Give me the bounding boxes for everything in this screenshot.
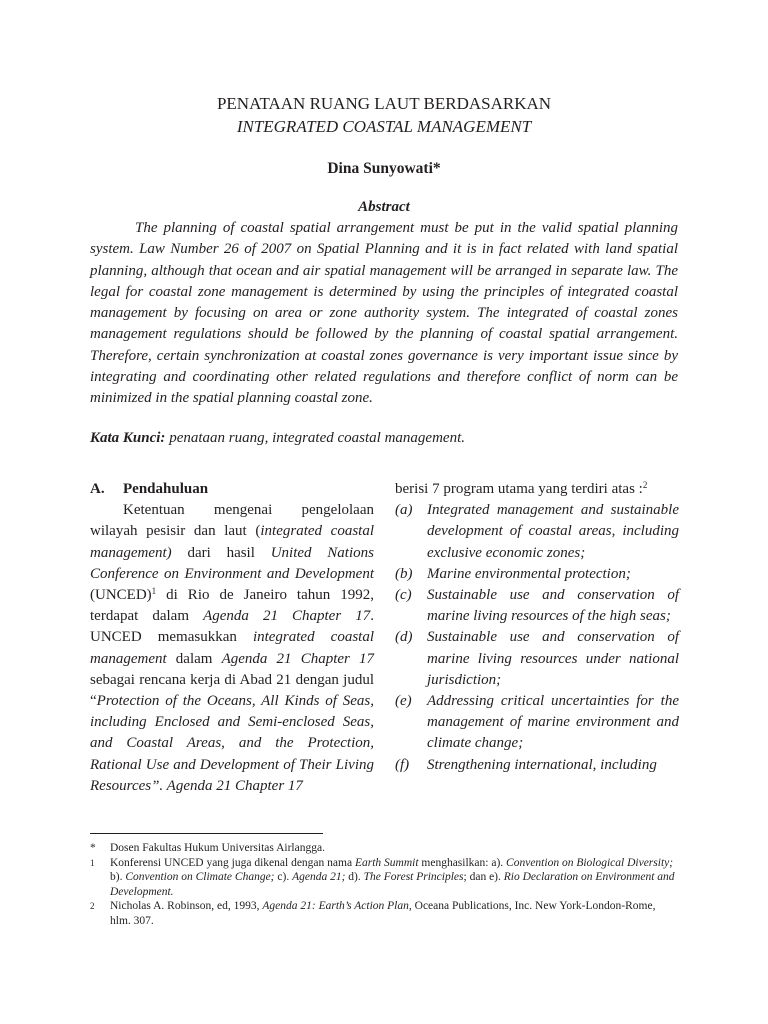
footnote-seg: b).	[110, 871, 126, 884]
program-item	[395, 500, 679, 564]
program-item	[395, 691, 679, 755]
program-label: (e)	[395, 693, 412, 710]
program-text: Addressing critical uncertainties for the management of marine environment and climate change;	[427, 693, 679, 752]
program-text: Sustainable use and conservation of marine living resources of the high seas;	[427, 587, 679, 625]
program-label: (a)	[395, 502, 413, 519]
section-number: A.	[90, 481, 105, 497]
footnote-seg: ; dan e).	[463, 871, 504, 884]
footnote-seg: Convention on Biological Diversity;	[506, 856, 674, 869]
body-text: di Rio de Janeiro tahun 1992, terdapat dalam	[90, 587, 374, 625]
body-text: dalam	[166, 650, 222, 667]
program-text: Marine environmental protection;	[427, 565, 631, 582]
abstract-text: The planning of coastal spatial arrangement must be put in the valid spatial planning system. Law Number 26 of 2007 on Spatial Planning and it is in fact related with land spatial planning, although that ocean and air spatial management will be arranged in separate law. The legal for coastal zone management is determined by using the principles of integrated coastal management by focusing on area or zone authority system. The integrated of coastal zones management regulations should be followed by the planning of coastal spatial arrangement. Therefore, certain synchronization at coastal zones governance is very important issue since by integrating and coordinating other related regulations and therefore conflict of norm can be minimized in the spatial planning coastal zone.	[90, 220, 678, 407]
program-label: (b)	[395, 565, 413, 582]
footnote-seg: menghasilkan: a).	[418, 856, 507, 869]
program-label: (f)	[395, 756, 410, 773]
body-italic: integrated coastal management)	[90, 523, 374, 561]
title-line-1: PENATAAN RUANG LAUT BERDASARKAN	[216, 94, 552, 113]
title-line-2: INTEGRATED COASTAL MANAGEMENT	[236, 117, 532, 136]
body-text: (UNCED)	[90, 587, 152, 604]
program-item	[395, 564, 679, 585]
keywords	[90, 430, 678, 447]
right-column	[395, 479, 679, 776]
footnote-seg: Agenda 21: Earth’s Action Plan,	[262, 900, 412, 913]
author-name: Dina Sunyowati*	[327, 160, 441, 177]
footnote-seg: d).	[345, 871, 364, 884]
footnote-text	[110, 856, 678, 900]
abstract-heading: Abstract	[358, 199, 410, 215]
footnote-mark: *	[90, 842, 96, 854]
footnote-1	[90, 856, 678, 900]
footnote-seg: Oceana Publications, Inc. New York-London-Rome, hlm. 307.	[110, 900, 656, 927]
body-italic: Protection of the Oceans, All Kinds of Seas, including Enclosed and Semi-enclosed Seas, and Coastal Areas, and the Protection, Rational Use and Development of Their Living Resources”. Agenda 21 Chapter 17	[90, 693, 374, 794]
program-label: (c)	[395, 587, 412, 604]
body-italic: integrated coastal management	[90, 629, 374, 667]
program-item	[395, 627, 679, 691]
keywords-text: penataan ruang, integrated coastal management.	[165, 430, 465, 446]
footnote-text: Dosen Fakultas Hukum Universitas Airlangga.	[110, 842, 325, 854]
program-text: Sustainable use and conservation of marine living resources under national jurisdiction;	[427, 629, 679, 688]
program-text: Strengthening international, including	[427, 756, 657, 773]
footnote-author	[90, 841, 678, 856]
keywords-label: Kata Kunci:	[90, 430, 166, 446]
intro-paragraph	[90, 500, 374, 797]
program-list	[395, 500, 679, 776]
paper-title	[90, 92, 678, 138]
footnote-text	[110, 899, 678, 928]
section-heading	[90, 479, 374, 500]
program-intro	[395, 479, 679, 500]
footnote-2	[90, 899, 678, 928]
footnote-seg: The Forest Principles	[363, 871, 464, 884]
footnote-mark: 2	[90, 901, 95, 912]
footnotes	[90, 841, 678, 929]
footnote-seg: Agenda 21;	[292, 871, 346, 884]
footnote-seg: Konferensi UNCED yang juga dikenal dengan nama	[110, 856, 355, 869]
body-italic: United Nations Conference on Environment and Development	[90, 544, 374, 582]
program-item	[395, 585, 679, 627]
body-text: berisi 7 program utama yang terdiri atas :	[395, 481, 643, 497]
body-text: Ketentuan mengenai pengelolaan wilayah pesisir dan laut (	[90, 502, 374, 540]
body-italic: Agenda 21 Chapter 17	[221, 650, 374, 667]
body-text: sebagai rencana kerja di Abad 21 dengan judul “	[90, 671, 374, 710]
program-label: (d)	[395, 629, 413, 646]
footnote-seg: Convention on Climate Change;	[125, 871, 275, 884]
footnote-ref-2[interactable]: 2	[642, 480, 648, 490]
footnote-seg: Earth Summit	[354, 856, 419, 869]
footnote-seg: c).	[274, 871, 293, 884]
footnote-seg: Nicholas A. Robinson, ed, 1993,	[110, 900, 263, 913]
body-text: . UNCED memasukkan	[90, 608, 374, 646]
footnote-mark: 1	[90, 857, 95, 868]
body-italic: Agenda 21 Chapter 17	[203, 608, 371, 625]
program-item	[395, 755, 679, 776]
body-text: dari hasil	[171, 544, 271, 561]
footnote-divider	[90, 833, 323, 834]
footnote-ref-1[interactable]: 1	[151, 586, 157, 597]
program-text: Integrated management and sustainable development of coastal areas, including exclusive economic zones;	[427, 502, 679, 561]
left-column	[90, 479, 374, 797]
footnote-seg: Rio Declaration on Environment and Development.	[110, 871, 675, 898]
section-title: Pendahuluan	[123, 481, 209, 497]
